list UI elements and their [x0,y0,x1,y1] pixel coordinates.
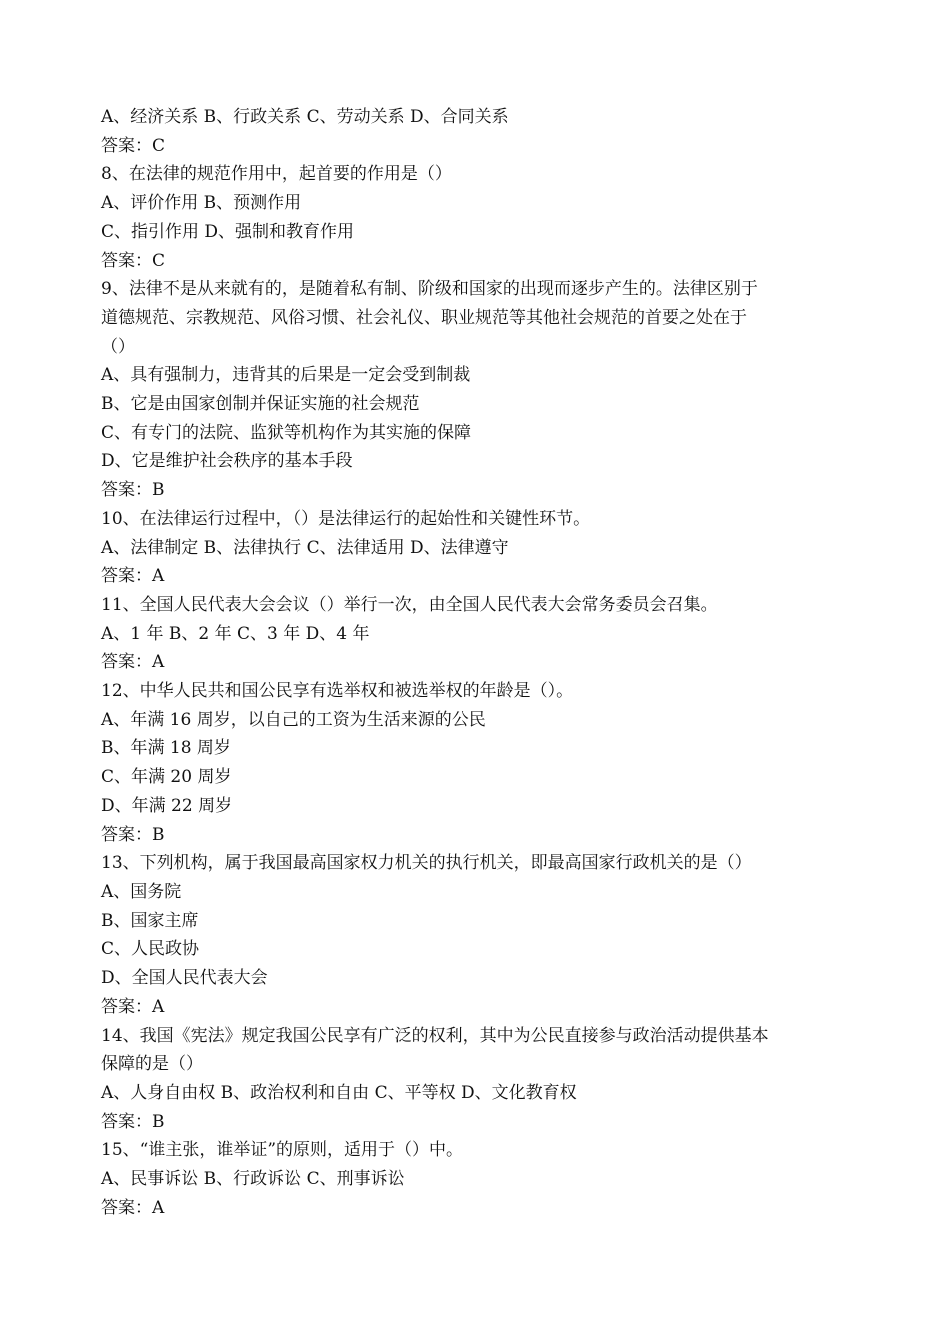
question-12: 12、中华人民共和国公民享有选举权和被选举权的年龄是（）。 [101,681,574,702]
answer-line: 答案：A [101,566,165,587]
question-8: 8、在法律的规范作用中，起首要的作用是（） [101,164,452,185]
option-line: C、人民政协 [101,939,200,960]
question-11: 11、全国人民代表大会会议（）举行一次，由全国人民代表大会常务委员会召集。 [101,594,718,615]
option-line: C、年满 20 周岁 [101,767,232,788]
option-line: A、具有强制力，违背其的后果是一定会受到制裁 [101,365,471,386]
answer-line: 答案：B [101,824,165,845]
question-14-cont: 保障的是（） [101,1054,203,1075]
option-line: C、指引作用 D、强制和教育作用 [101,221,355,242]
option-line: A、经济关系 B、行政关系 C、劳动关系 D、合同关系 [101,107,509,127]
answer-line: 答案：C [101,135,166,156]
question-14: 14、我国《宪法》规定我国公民享有广泛的权利，其中为公民直接参与政治活动提供基本 [101,1025,769,1046]
option-line: C、有专门的法院、监狱等机构作为其实施的保障 [101,422,472,443]
option-line: B、它是由国家创制并保证实施的社会规范 [101,394,420,415]
option-line: A、年满 16 周岁，以自己的工资为生活来源的公民 [101,709,486,730]
option-line: A、法律制定 B、法律执行 C、法律适用 D、法律遵守 [101,537,509,558]
option-line: A、评价作用 B、预测作用 [101,193,302,214]
option-line: A、人身自由权 B、政治权利和自由 C、平等权 D、文化教育权 [101,1082,577,1103]
answer-line: 答案：A [101,652,165,673]
answer-line: 答案：B [101,480,165,501]
option-line: A、国务院 [101,881,182,902]
answer-line: 答案：A [101,996,165,1017]
option-line: D、全国人民代表大会 [101,968,268,989]
answer-line: 答案：A [101,1197,165,1218]
question-9-cont: 道德规范、宗教规范、风俗习惯、社会礼仪、职业规范等其他社会规范的首要之处在于 [101,307,747,328]
question-9-cont: （） [101,336,135,357]
option-line: A、1 年 B、2 年 C、3 年 D、4 年 [101,623,370,644]
question-13: 13、下列机构，属于我国最高国家权力机关的执行机关，即最高国家行政机关的是（） [101,853,752,874]
question-15: 15、“谁主张，谁举证”的原则，适用于（）中。 [101,1140,464,1161]
option-line: A、民事诉讼 B、行政诉讼 C、刑事诉讼 [101,1169,405,1190]
question-10: 10、在法律运行过程中，（）是法律运行的起始性和关键性环节。 [101,508,591,529]
answer-line: 答案：B [101,1111,165,1132]
option-line: D、年满 22 周岁 [101,795,233,816]
option-line: D、它是维护社会秩序的基本手段 [101,451,353,472]
question-9: 9、法律不是从来就有的，是随着私有制、阶级和国家的出现而逐步产生的。法律区别于 [101,279,758,300]
document-body [101,103,861,1222]
option-line: B、年满 18 周岁 [101,738,231,759]
answer-line: 答案：C [101,250,166,271]
option-line: B、国家主席 [101,910,199,931]
